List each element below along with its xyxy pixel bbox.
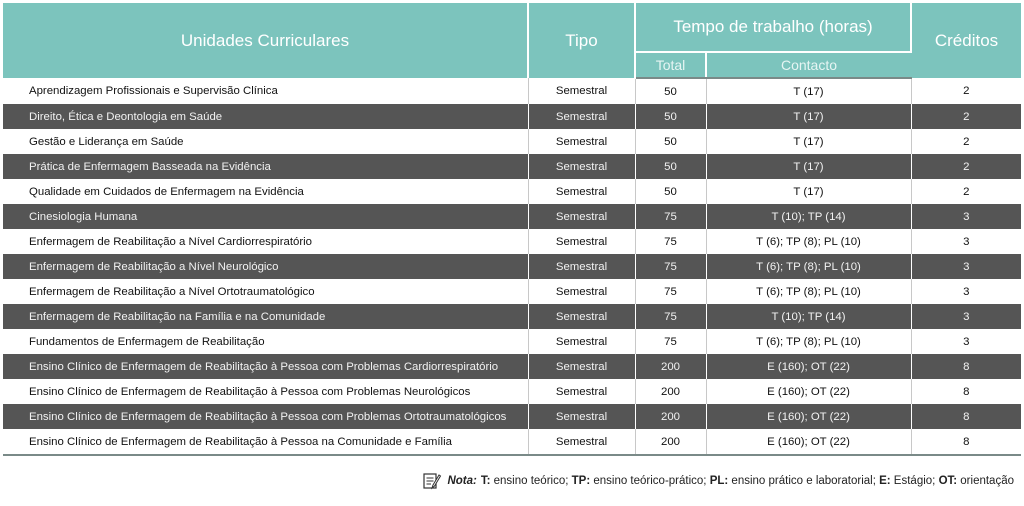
table-row bbox=[3, 154, 1021, 179]
note-text: ensino teórico; bbox=[490, 475, 572, 487]
cell-unit-name: Fundamentos de Enfermagem de Reabilitação bbox=[3, 329, 528, 354]
note-abbr: E: bbox=[879, 475, 891, 487]
cell-credits: 3 bbox=[911, 304, 1021, 329]
header-credits: Créditos bbox=[911, 3, 1021, 78]
cell-total: 50 bbox=[635, 154, 706, 179]
cell-credits: 8 bbox=[911, 429, 1021, 455]
table-body bbox=[3, 78, 1021, 455]
note-text: Estágio; bbox=[890, 475, 939, 487]
cell-credits: 3 bbox=[911, 329, 1021, 354]
cell-total: 50 bbox=[635, 104, 706, 129]
cell-contact: T (6); TP (8); PL (10) bbox=[706, 279, 911, 304]
header-type: Tipo bbox=[528, 3, 635, 78]
cell-type: Semestral bbox=[528, 154, 635, 179]
note-abbr: T: bbox=[480, 475, 491, 487]
table-row bbox=[3, 404, 1021, 429]
cell-type: Semestral bbox=[528, 354, 635, 379]
cell-type: Semestral bbox=[528, 404, 635, 429]
note-abbr: PL: bbox=[709, 475, 729, 487]
cell-contact: T (17) bbox=[706, 104, 911, 129]
footnote bbox=[422, 472, 1014, 490]
cell-unit-name: Aprendizagem Profissionais e Supervisão Clínica bbox=[3, 78, 528, 104]
cell-total: 50 bbox=[635, 129, 706, 154]
table-row bbox=[3, 379, 1021, 404]
note-text: orientação bbox=[957, 475, 1014, 487]
cell-contact: T (10); TP (14) bbox=[706, 304, 911, 329]
table-row bbox=[3, 204, 1021, 229]
cell-credits: 2 bbox=[911, 179, 1021, 204]
cell-unit-name: Enfermagem de Reabilitação na Família e na Comunidade bbox=[3, 304, 528, 329]
cell-unit-name: Qualidade em Cuidados de Enfermagem na Evidência bbox=[3, 179, 528, 204]
cell-total: 50 bbox=[635, 78, 706, 104]
cell-contact: T (17) bbox=[706, 179, 911, 204]
cell-credits: 2 bbox=[911, 154, 1021, 179]
header-total: Total bbox=[635, 52, 706, 78]
cell-unit-name: Ensino Clínico de Enfermagem de Reabilitação à Pessoa com Problemas Ortotraumatológicos bbox=[3, 404, 528, 429]
cell-contact: T (10); TP (14) bbox=[706, 204, 911, 229]
cell-credits: 2 bbox=[911, 78, 1021, 104]
cell-contact: E (160); OT (22) bbox=[706, 429, 911, 455]
cell-type: Semestral bbox=[528, 254, 635, 279]
note-text: ensino teórico-prático; bbox=[590, 475, 710, 487]
table-row bbox=[3, 104, 1021, 129]
table-header bbox=[3, 3, 1021, 78]
cell-type: Semestral bbox=[528, 129, 635, 154]
cell-type: Semestral bbox=[528, 304, 635, 329]
table-row bbox=[3, 179, 1021, 204]
header-workload: Tempo de trabalho (horas) bbox=[635, 3, 911, 52]
cell-type: Semestral bbox=[528, 429, 635, 455]
table-row bbox=[3, 304, 1021, 329]
table-row bbox=[3, 78, 1021, 104]
cell-total: 75 bbox=[635, 229, 706, 254]
cell-contact: T (6); TP (8); PL (10) bbox=[706, 229, 911, 254]
note-text: ensino prático e laboratorial; bbox=[728, 475, 880, 487]
cell-credits: 3 bbox=[911, 204, 1021, 229]
cell-type: Semestral bbox=[528, 229, 635, 254]
cell-total: 200 bbox=[635, 404, 706, 429]
cell-type: Semestral bbox=[528, 329, 635, 354]
cell-credits: 3 bbox=[911, 229, 1021, 254]
cell-unit-name: Enfermagem de Reabilitação a Nível Cardiorrespiratório bbox=[3, 229, 528, 254]
table-row bbox=[3, 279, 1021, 304]
cell-unit-name: Enfermagem de Reabilitação a Nível Ortotraumatológico bbox=[3, 279, 528, 304]
cell-type: Semestral bbox=[528, 279, 635, 304]
header-contact: Contacto bbox=[706, 52, 911, 78]
table-row bbox=[3, 329, 1021, 354]
cell-total: 75 bbox=[635, 279, 706, 304]
note-icon bbox=[422, 472, 442, 490]
cell-total: 50 bbox=[635, 179, 706, 204]
cell-unit-name: Ensino Clínico de Enfermagem de Reabilitação à Pessoa na Comunidade e Família bbox=[3, 429, 528, 455]
curriculum-table bbox=[3, 3, 1021, 456]
cell-credits: 8 bbox=[911, 379, 1021, 404]
cell-contact: E (160); OT (22) bbox=[706, 404, 911, 429]
cell-type: Semestral bbox=[528, 379, 635, 404]
cell-total: 75 bbox=[635, 254, 706, 279]
cell-unit-name: Cinesiologia Humana bbox=[3, 204, 528, 229]
cell-type: Semestral bbox=[528, 204, 635, 229]
cell-total: 75 bbox=[635, 204, 706, 229]
cell-unit-name: Ensino Clínico de Enfermagem de Reabilitação à Pessoa com Problemas Neurológicos bbox=[3, 379, 528, 404]
cell-type: Semestral bbox=[528, 179, 635, 204]
table-row bbox=[3, 229, 1021, 254]
cell-credits: 2 bbox=[911, 129, 1021, 154]
note-abbr: TP: bbox=[571, 475, 591, 487]
note-items bbox=[481, 475, 1014, 487]
cell-total: 75 bbox=[635, 304, 706, 329]
cell-total: 200 bbox=[635, 379, 706, 404]
table-row bbox=[3, 254, 1021, 279]
cell-credits: 8 bbox=[911, 404, 1021, 429]
cell-total: 75 bbox=[635, 329, 706, 354]
cell-contact: E (160); OT (22) bbox=[706, 379, 911, 404]
cell-credits: 3 bbox=[911, 254, 1021, 279]
cell-contact: T (17) bbox=[706, 78, 911, 104]
cell-contact: T (6); TP (8); PL (10) bbox=[706, 329, 911, 354]
note-label: Nota: bbox=[447, 475, 477, 487]
cell-contact: T (17) bbox=[706, 129, 911, 154]
cell-credits: 3 bbox=[911, 279, 1021, 304]
note-abbr: OT: bbox=[938, 475, 958, 487]
cell-unit-name: Direito, Ética e Deontologia em Saúde bbox=[3, 104, 528, 129]
cell-unit-name: Ensino Clínico de Enfermagem de Reabilitação à Pessoa com Problemas Cardiorrespiratório bbox=[3, 354, 528, 379]
cell-type: Semestral bbox=[528, 78, 635, 104]
cell-contact: E (160); OT (22) bbox=[706, 354, 911, 379]
cell-unit-name: Enfermagem de Reabilitação a Nível Neurológico bbox=[3, 254, 528, 279]
cell-credits: 8 bbox=[911, 354, 1021, 379]
cell-contact: T (17) bbox=[706, 154, 911, 179]
cell-total: 200 bbox=[635, 354, 706, 379]
cell-credits: 2 bbox=[911, 104, 1021, 129]
cell-total: 200 bbox=[635, 429, 706, 455]
table-row bbox=[3, 129, 1021, 154]
table-row bbox=[3, 429, 1021, 455]
header-units: Unidades Curriculares bbox=[3, 3, 528, 78]
cell-contact: T (6); TP (8); PL (10) bbox=[706, 254, 911, 279]
table-row bbox=[3, 354, 1021, 379]
cell-unit-name: Prática de Enfermagem Basseada na Evidência bbox=[3, 154, 528, 179]
cell-type: Semestral bbox=[528, 104, 635, 129]
cell-unit-name: Gestão e Liderança em Saúde bbox=[3, 129, 528, 154]
